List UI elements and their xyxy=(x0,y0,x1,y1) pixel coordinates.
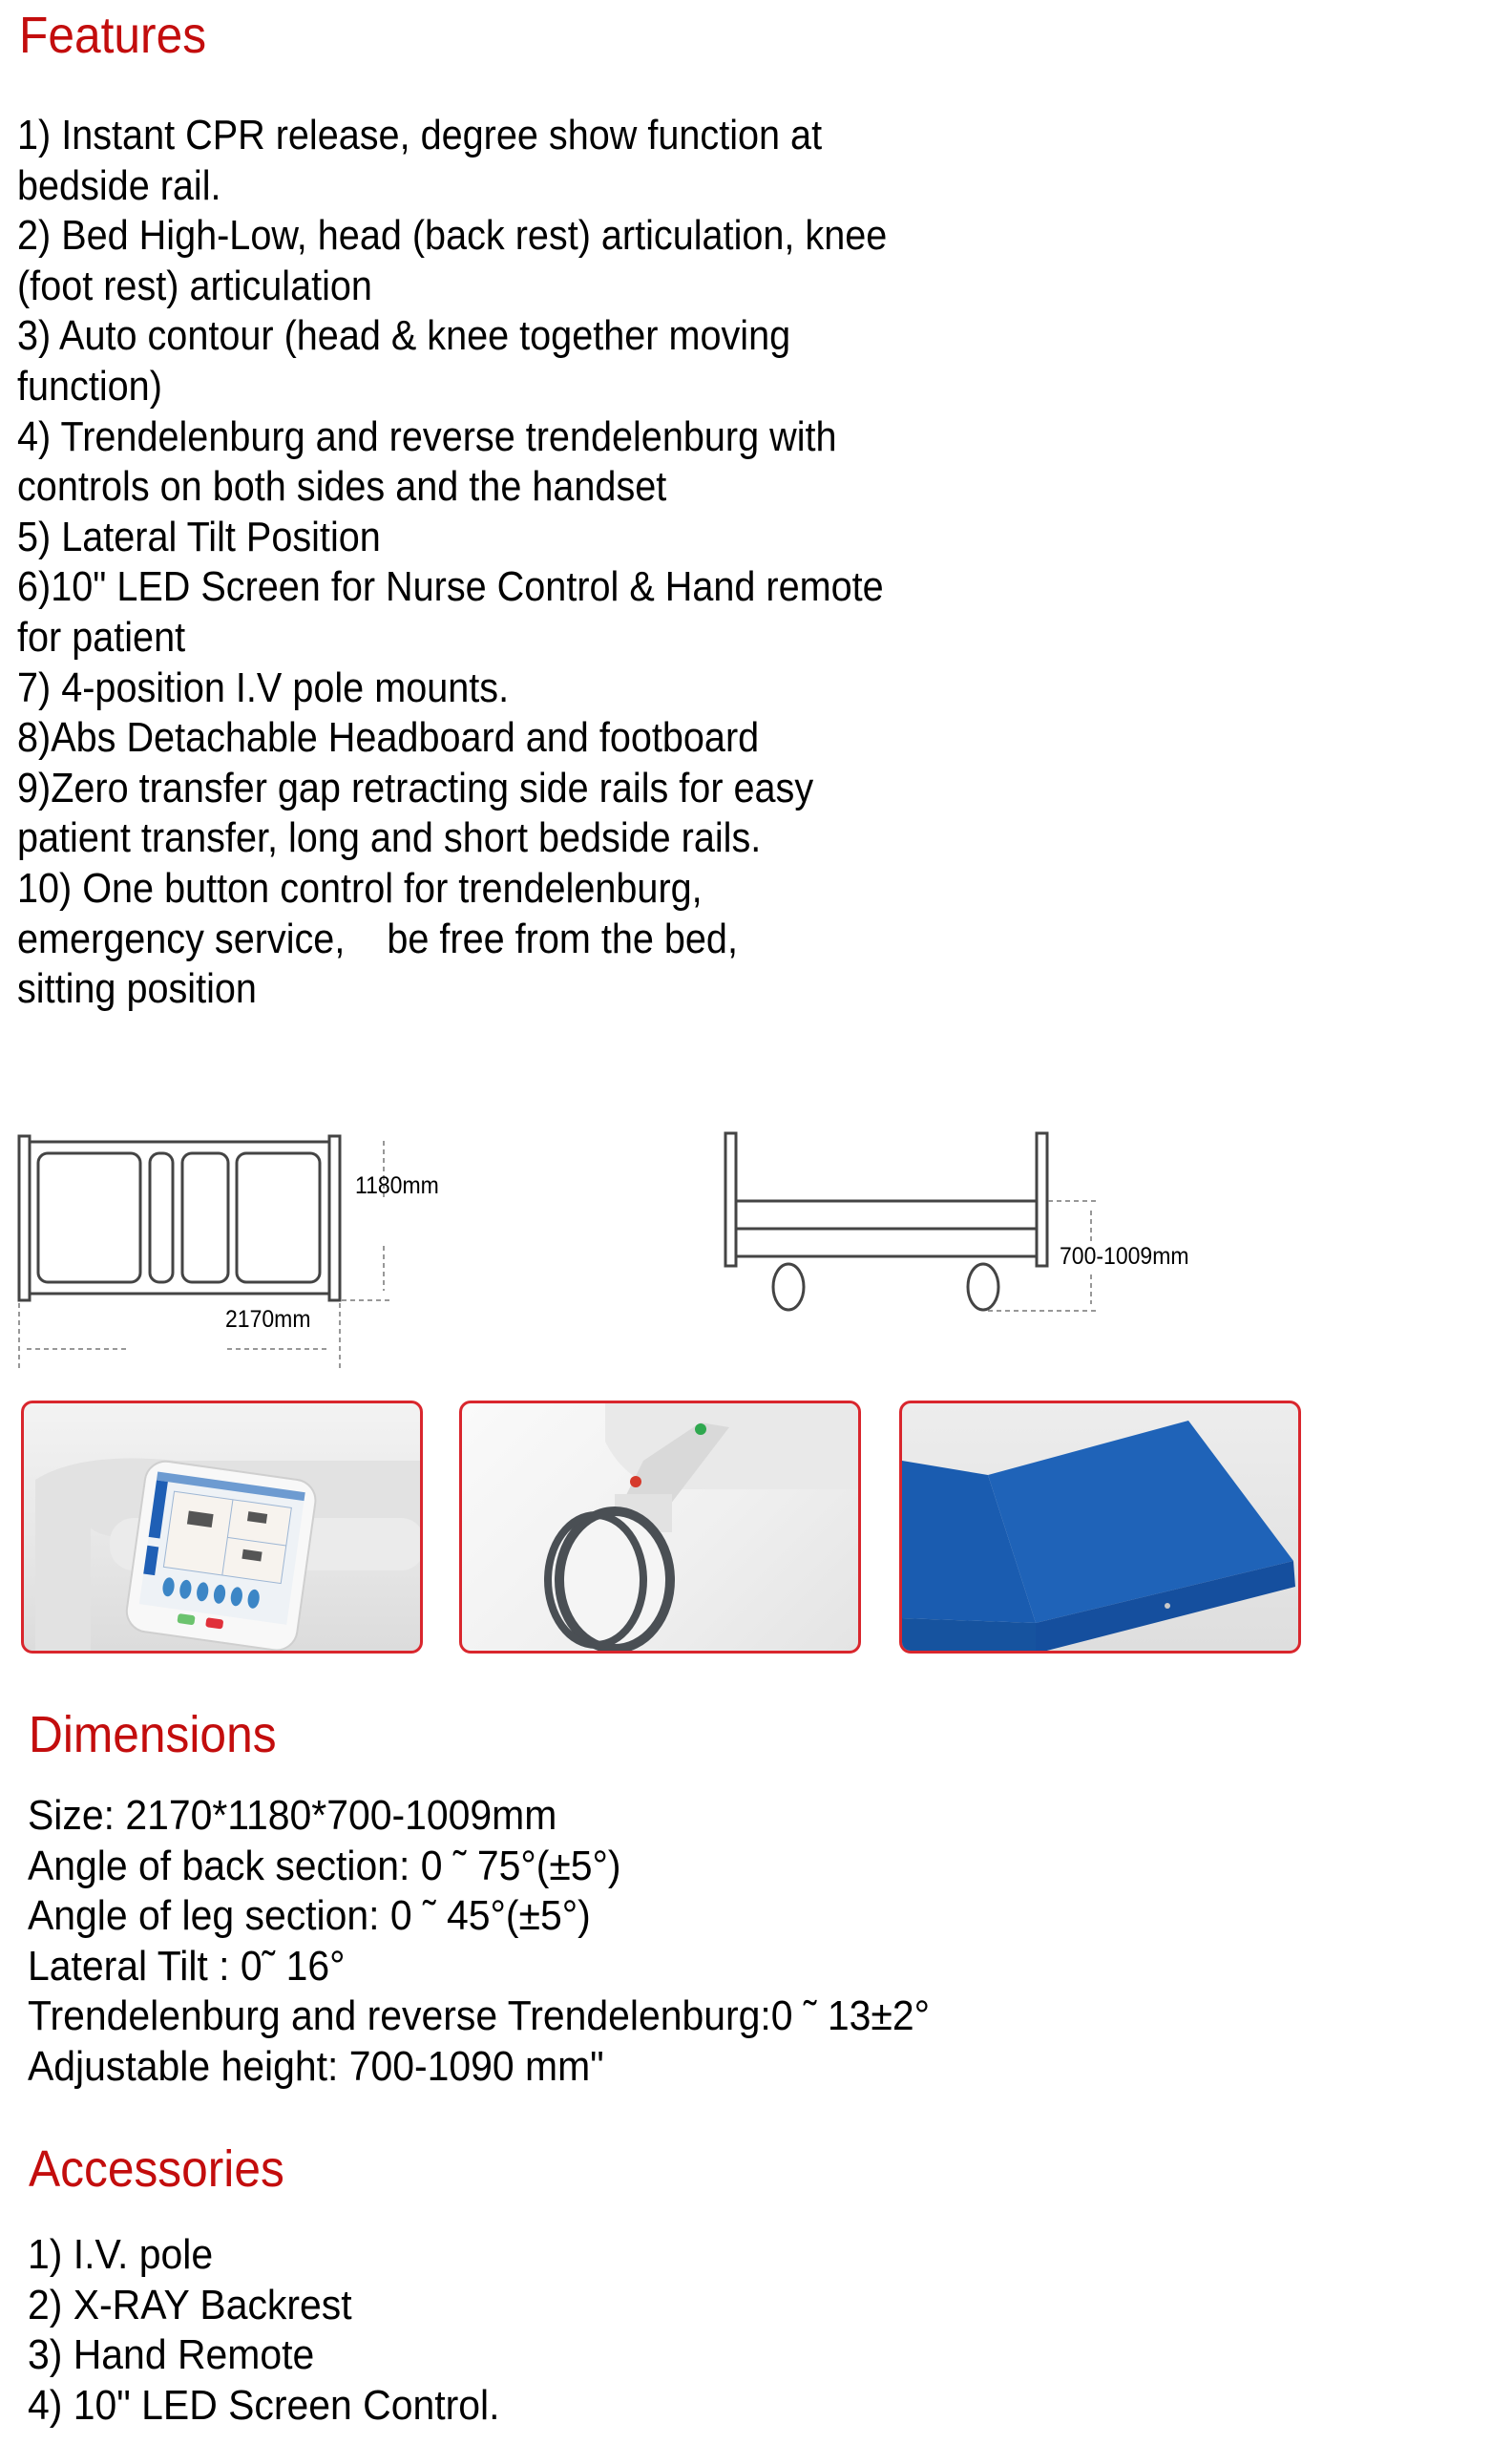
features-line: emergency service, be free from the bed, xyxy=(17,915,738,962)
features-line: bedside rail. xyxy=(17,161,221,209)
dimensions-line: Angle of back section: 0 ˜ 75°(±5°) xyxy=(28,1842,621,1889)
accessories-line: 1) I.V. pole xyxy=(28,2231,214,2278)
features-line: patient transfer, long and short bedside rails. xyxy=(17,814,762,862)
length-dimension-label: 2170mm xyxy=(225,1306,311,1333)
features-heading: Features xyxy=(19,7,207,64)
features-line: 9)Zero transfer gap retracting side rails for easy xyxy=(17,764,814,811)
features-line: 7) 4-position I.V pole mounts. xyxy=(17,664,510,711)
accessories-list xyxy=(28,2230,536,2431)
height-dimension-label: 700-1009mm xyxy=(1060,1243,1189,1270)
features-line: (foot rest) articulation xyxy=(17,262,372,309)
accessories-line: 3) Hand Remote xyxy=(28,2331,315,2379)
features-line: for patient xyxy=(17,613,186,661)
features-line: function) xyxy=(17,362,162,410)
dimensions-line: Angle of leg section: 0 ˜ 45°(±5°) xyxy=(28,1892,591,1940)
accessories-line: 4) 10" LED Screen Control. xyxy=(28,2381,500,2429)
dimensions-line: Lateral Tilt : 0˜ 16° xyxy=(28,1942,346,1990)
width-dimension-label: 1180mm xyxy=(355,1172,439,1199)
dimensions-line: Trendelenburg and reverse Trendelenburg:0 ˜ 13±2° xyxy=(28,1992,930,2040)
features-line: 2) Bed High-Low, head (back rest) articulation, knee xyxy=(17,212,888,260)
dimensions-list xyxy=(28,1791,998,2093)
dimensions-line: Adjustable height: 700-1090 mm" xyxy=(28,2042,604,2090)
features-line: 5) Lateral Tilt Position xyxy=(17,513,381,560)
accessories-heading: Accessories xyxy=(29,2140,284,2198)
bed-top-view-diagram xyxy=(0,1088,687,1375)
features-line: sitting position xyxy=(17,965,257,1013)
features-list xyxy=(17,111,984,1015)
led-screen-control-photo xyxy=(21,1401,423,1654)
dimensions-line: Size: 2170*1180*700-1009mm xyxy=(28,1792,557,1839)
accessories-line: 2) X-RAY Backrest xyxy=(28,2281,352,2328)
dimensions-heading: Dimensions xyxy=(29,1706,277,1763)
features-line: 4) Trendelenburg and reverse trendelenburg with xyxy=(17,412,837,460)
features-line: 10) One button control for trendelenburg, xyxy=(17,864,703,912)
features-line: 1) Instant CPR release, degree show function at xyxy=(17,112,823,158)
features-line: 6)10" LED Screen for Nurse Control & Hand remote xyxy=(17,563,884,611)
bed-side-view-diagram xyxy=(706,1088,1470,1356)
blue-mattress-photo xyxy=(899,1401,1301,1654)
caster-wheel-photo xyxy=(459,1401,861,1654)
features-line: controls on both sides and the handset xyxy=(17,463,667,511)
features-line: 8)Abs Detachable Headboard and footboard xyxy=(17,714,760,762)
features-line: 3) Auto contour (head & knee together moving xyxy=(17,312,791,360)
